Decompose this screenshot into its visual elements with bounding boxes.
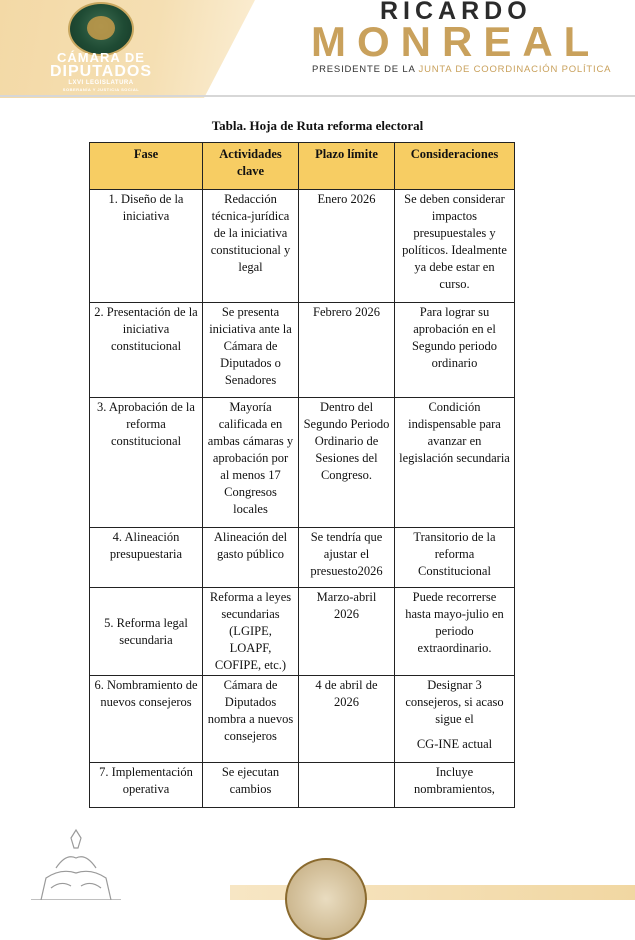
cell-fase: 5. Reforma legal secundaria [90,588,203,676]
cell-plazo: Dentro del Segundo Periodo Ordinario de Sesiones del Congreso. [299,398,395,528]
cell-fase: 6. Nombramiento de nuevos consejeros [90,676,203,763]
header-consideraciones: Consideraciones [395,143,515,190]
table-title: Tabla. Hoja de Ruta reforma electoral [211,118,424,133]
cell-fase: 3. Aprobación de la reforma constitucional [90,398,203,528]
header-divider [0,95,635,97]
consideraciones-extra: CG-INE actual [416,737,493,751]
camara-logo-text [48,51,154,92]
cell-actividades: Reforma a leyes secundarias (LGIPE, LOAPF, COFIPE, etc.) [203,588,299,676]
cell-plazo: Se tendría que ajustar el presuesto2026 [299,528,395,588]
monument-illustration-icon [26,828,126,900]
cell-actividades: Se ejecutan cambios [203,763,299,808]
cell-actividades: Se presenta iniciativa ante la Cámara de Diputados o Senadores [203,303,299,398]
cell-plazo: Febrero 2026 [299,303,395,398]
eagle-emblem-icon [87,16,115,40]
camara-line3: LXVI LEGISLATURA [68,80,134,86]
cell-fase: 4. Alineación presupuestaria [90,528,203,588]
roadmap-table [89,142,515,808]
role-accent: JUNTA DE COORDINACIÓN POLÍTICA [418,64,612,75]
header-plazo: Plazo límite [299,143,395,190]
footer-seal-icon [285,858,367,940]
cell-plazo: Enero 2026 [299,190,395,303]
camara-seal-icon [68,2,134,56]
cell-actividades: Cámara de Diputados nombra a nuevos consejeros [203,676,299,763]
table-row [90,676,515,763]
cell-actividades: Mayoría calificada en ambas cámaras y aprobación por al menos 17 Congresos locales [203,398,299,528]
table-row [90,303,515,398]
camara-line2: DIPUTADOS [49,63,153,80]
header-fase: Fase [90,143,203,190]
table-row [90,398,515,528]
cell-plazo: 4 de abril de 2026 [299,676,395,763]
cell-plazo: Marzo-abril 2026 [299,588,395,676]
table-row [90,528,515,588]
cell-consideraciones [395,676,515,763]
cell-fase: 7. Implementación operativa [90,763,203,808]
cell-actividades: Redacción técnica-jurídica de la iniciativa constitucional y legal [203,190,299,303]
header-actividades: Actividades clave [203,143,299,190]
camara-line1: CÁMARA DE [57,50,145,65]
cell-consideraciones: Condición indispensable para avanzar en legislación secundaria [395,398,515,528]
cell-consideraciones: Incluye nombramientos, [395,763,515,808]
cell-plazo [299,763,395,808]
role-prefix: PRESIDENTE DE LA [312,64,416,75]
table-row [90,763,515,808]
table-row [90,190,515,303]
table-row [90,588,515,676]
cell-consideraciones: Puede recorrerse hasta mayo-julio en periodo extraordinario. [395,588,515,676]
role-line [312,64,611,75]
table-header-row [90,143,515,190]
cell-consideraciones: Para lograr su aprobación en el Segundo periodo ordinario [395,303,515,398]
consideraciones-text: Designar 3 consejeros, si acaso sigue el [405,678,504,726]
cell-fase: 1. Diseño de la iniciativa [90,190,203,303]
camara-line4: SOBERANÍA Y JUSTICIA SOCIAL [62,87,140,92]
cell-fase: 2. Presentación de la iniciativa constitucional [90,303,203,398]
cell-consideraciones: Se deben considerar impactos presupuestales y políticos. Idealmente ya debe estar en curso. [395,190,515,303]
name-last: MONREAL [311,18,601,65]
cell-actividades: Alineación del gasto público [203,528,299,588]
cell-consideraciones: Transitorio de la reforma Constitucional [395,528,515,588]
name-first: RICARDO [380,0,532,25]
